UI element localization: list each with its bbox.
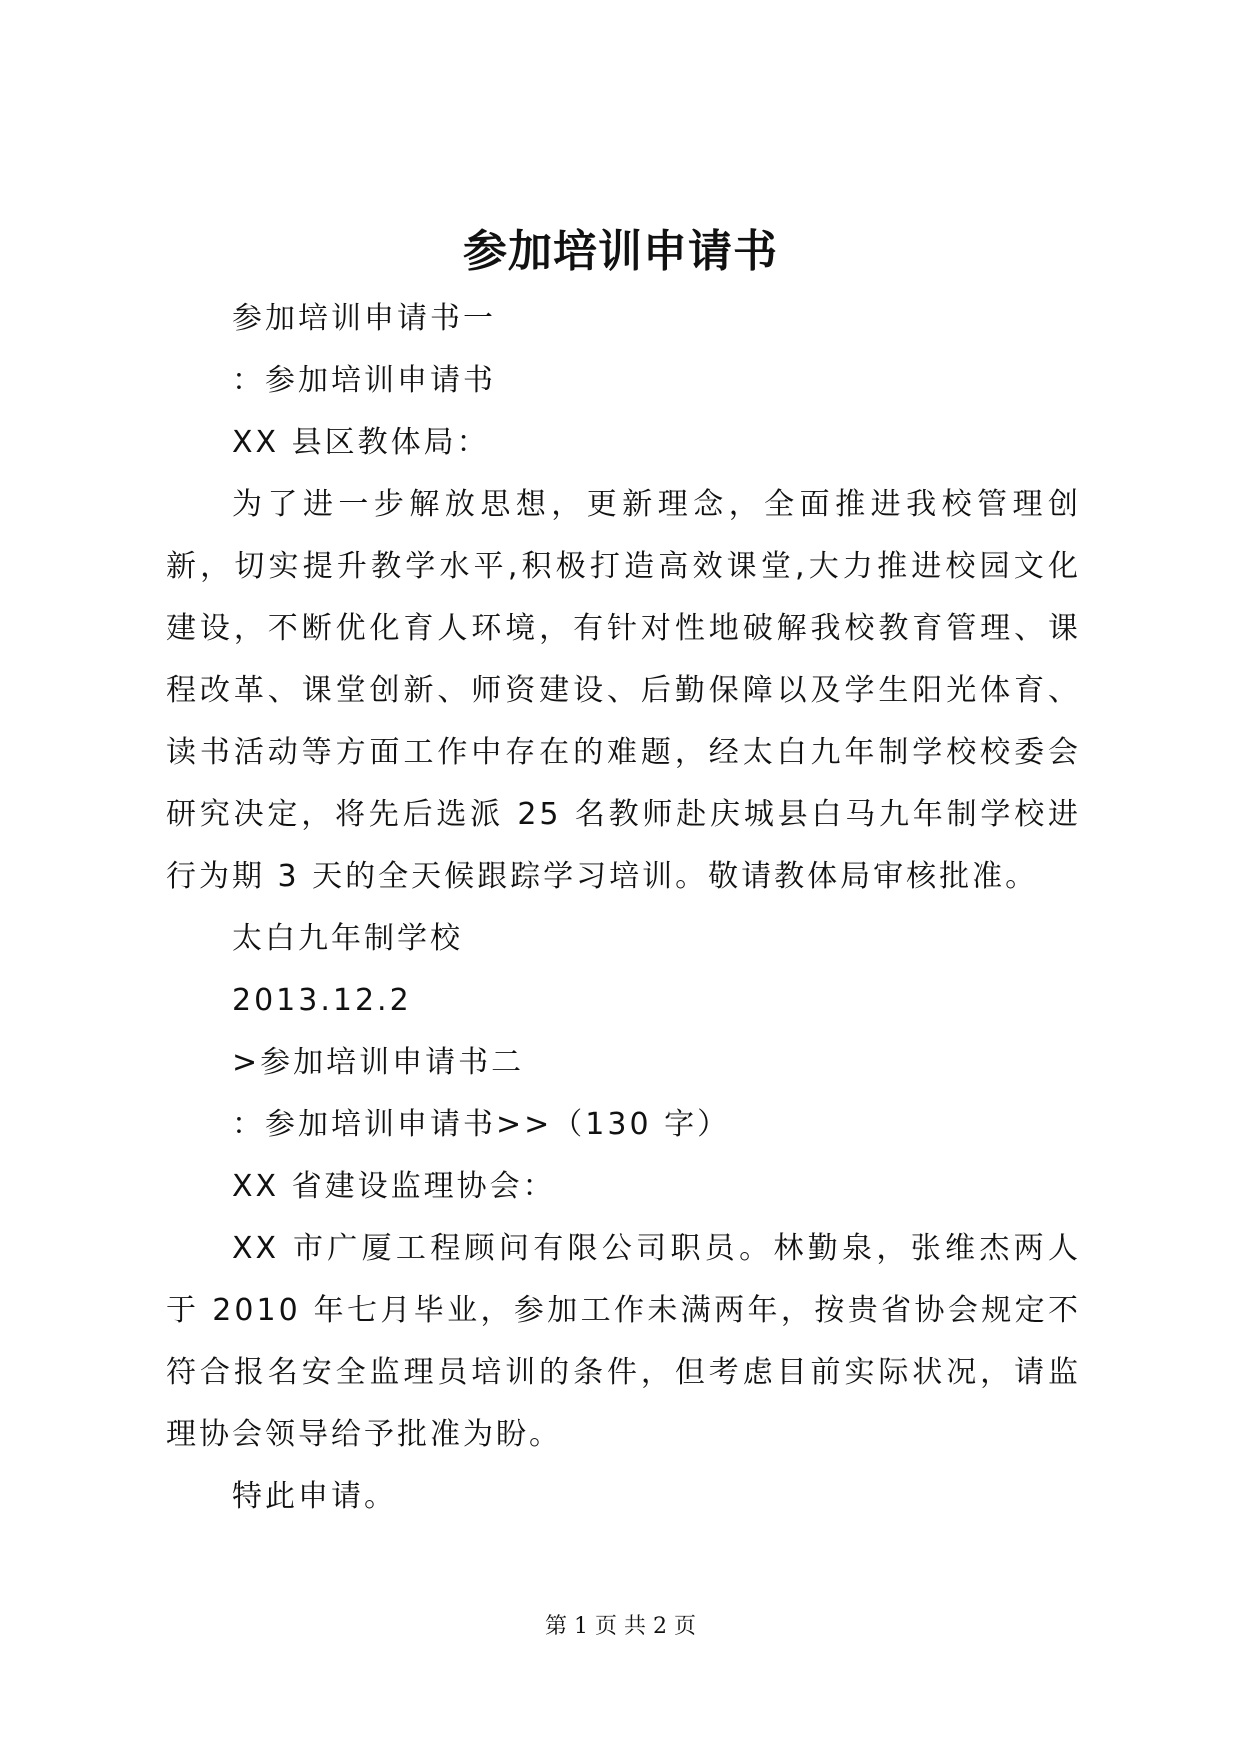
closing-line: 特此申请。 bbox=[232, 1479, 397, 1514]
document-title: 参加培训申请书 bbox=[463, 226, 778, 277]
salutation-one: XX 县区教体局： bbox=[232, 425, 490, 460]
salutation-two: XX 省建设监理协会： bbox=[232, 1169, 556, 1204]
section-heading-two: >参加培训申请书二 bbox=[232, 1045, 525, 1080]
subheading-two: ：参加培训申请书>>（130 字） bbox=[232, 1107, 731, 1142]
subheading-one: ：参加培训申请书 bbox=[232, 363, 496, 398]
section-heading-one: 参加培训申请书一 bbox=[232, 301, 496, 336]
body-paragraph-two: XX 市广厦工程顾问有限公司职员。林勤泉，张维杰两人于 2010 年七月毕业，参加工作未满两年，按贵省协会规定不符合报名安全监理员培训的条件，但考虑目前实际状况，请监理协会领导给予批准为盼。 bbox=[166, 1231, 1081, 1452]
document-body bbox=[166, 288, 1081, 1528]
body-paragraph-one: 为了进一步解放思想，更新理念，全面推进我校管理创新，切实提升教学水平,积极打造高效课堂,大力推进校园文化建设，不断优化育人环境，有针对性地破解我校教育管理、课程改革、课堂创新、师资建设、后勤保障以及学生阳光体育、读书活动等方面工作中存在的难题，经太白九年制学校校委会研究决定，将先后选派 25 名教师赴庆城县白马九年制学校进行为期 3 天的全天候跟踪学习培训。敬请教体局审核批准。 bbox=[166, 487, 1081, 894]
page-number-footer: 第 1 页 共 2 页 bbox=[545, 1614, 696, 1639]
signature-date: 2013.12.2 bbox=[232, 983, 412, 1018]
signature-school: 太白九年制学校 bbox=[232, 921, 463, 956]
